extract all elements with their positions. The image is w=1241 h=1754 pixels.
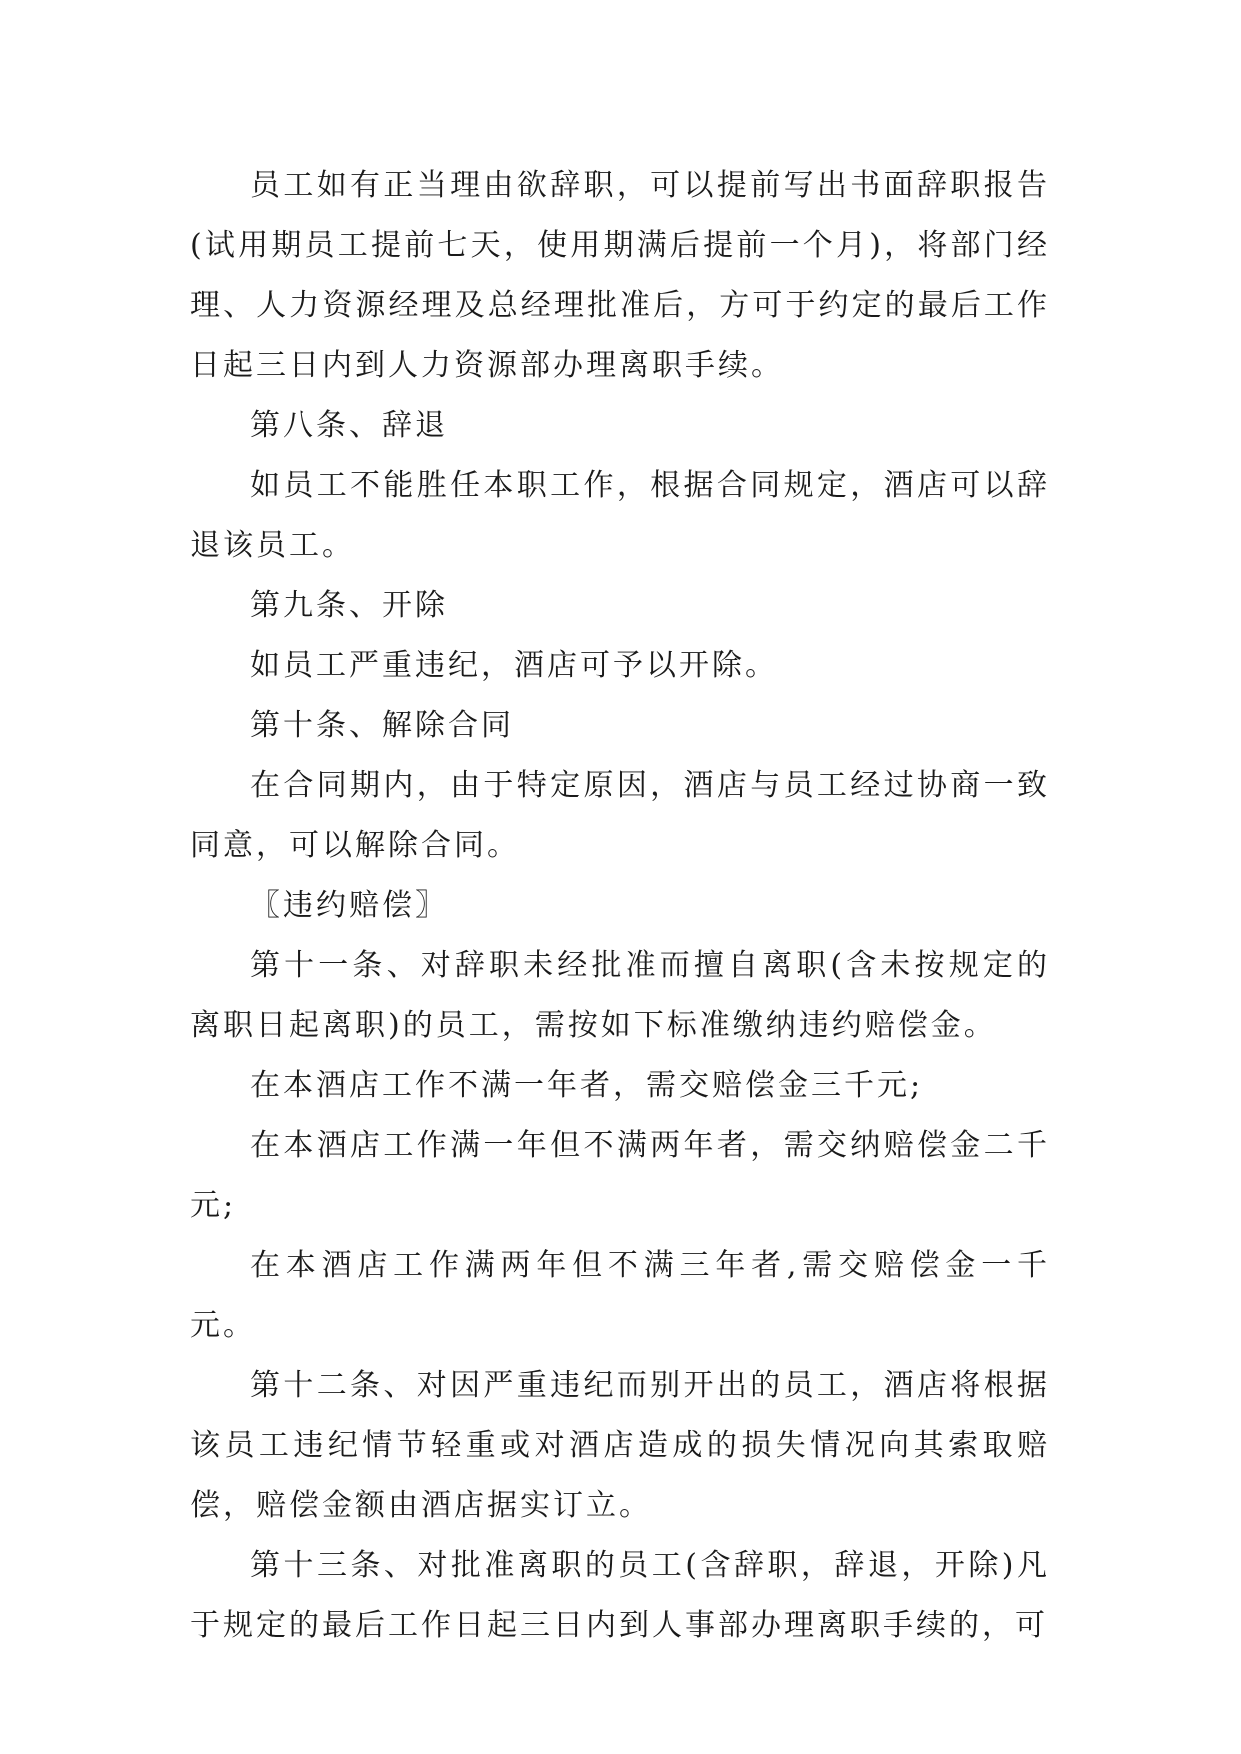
paragraph-dismissal: 如员工不能胜任本职工作，根据合同规定，酒店可以辞退该员工。 [190,468,1050,563]
paragraph-resignation: 员工如有正当理由欲辞职，可以提前写出书面辞职报告(试用期员工提前七天，使用期满后提前一个月)，将部门经理、人力资源经理及总经理批准后，方可于约定的最后工作日起三日内到人力资源部办理离职手续。 [190,168,1050,383]
document-body [190,156,1050,1656]
paragraph-article-13: 第十三条、对批准离职的员工(含辞职，辞退，开除)凡于规定的最后工作日起三日内到人事部办理离职手续的，可 [190,1548,1050,1643]
paragraph-article-12: 第十二条、对因严重违纪而别开出的员工，酒店将根据该员工违纪情节轻重或对酒店造成的损失情况向其索取赔偿，赔偿金额由酒店据实订立。 [190,1368,1050,1523]
paragraph-expulsion: 如员工严重违纪，酒店可予以开除。 [250,648,778,683]
heading-article-9: 第九条、开除 [250,588,448,623]
section-heading-breach: 〖违约赔偿〗 [250,888,448,923]
heading-article-10: 第十条、解除合同 [250,708,514,743]
paragraph-article-11: 第十一条、对辞职未经批准而擅自离职(含未按规定的离职日起离职)的员工，需按如下标准缴纳违约赔偿金。 [190,948,1050,1043]
paragraph-tier-3: 在本酒店工作满两年但不满三年者,需交赔偿金一千元。 [190,1248,1050,1343]
paragraph-tier-2: 在本酒店工作满一年但不满两年者，需交纳赔偿金二千元; [190,1128,1050,1223]
paragraph-termination: 在合同期内，由于特定原因，酒店与员工经过协商一致同意，可以解除合同。 [190,768,1050,863]
heading-article-8: 第八条、辞退 [250,408,448,443]
paragraph-tier-1: 在本酒店工作不满一年者，需交赔偿金三千元; [250,1068,924,1103]
